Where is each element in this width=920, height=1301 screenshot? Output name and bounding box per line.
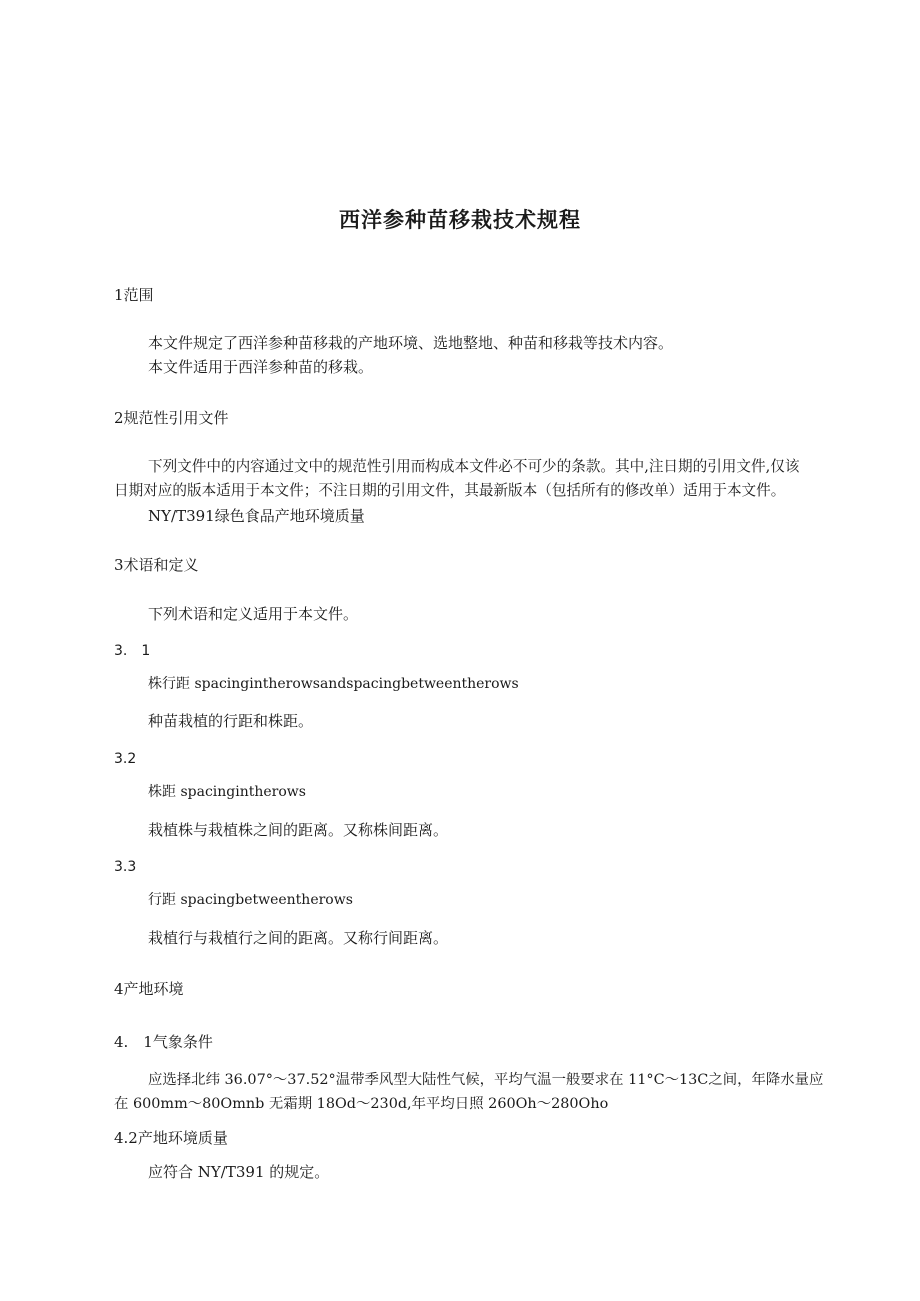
document-title: 西洋参种苗移栽技术规程 (339, 207, 581, 232)
section-3-heading: 3术语和定义 (114, 556, 199, 574)
section-4-heading: 4产地环境 (114, 980, 184, 998)
subsection-4-2-heading: 4.2产地环境质量 (114, 1129, 228, 1147)
section-2-paragraph-line-2: 日期对应的版本适用于本文件；不注日期的引用文件，其最新版本（包括所有的修改单）适用于本文件。 (114, 482, 786, 499)
section-1-paragraph-1: 本文件规定了西洋参种苗移栽的产地环境、选地整地、种苗和移栽等技术内容。 (148, 334, 674, 352)
section-2-paragraph-line-1: 下列文件中的内容通过文中的规范性引用而构成本文件必不可少的条款。其中,注日期的引用文件,仅该 (148, 458, 800, 475)
term-3-3-name: 行距 spacingbetweentherows (148, 892, 353, 908)
section-1-paragraph-2: 本文件适用于西洋参种苗的移栽。 (148, 358, 374, 376)
section-2-heading: 2规范性引用文件 (114, 409, 229, 427)
subsection-4-1-line-2: 在 600mm～80Omnb 无霜期 18Od～230d,年平均日照 260Oh～280Oho (114, 1096, 609, 1112)
term-3-3-definition: 栽植行与栽植行之间的距离。又称行间距离。 (148, 929, 449, 947)
section-1-heading: 1范围 (114, 286, 154, 304)
subsection-4-1-line-1: 应选择北纬 36.07°～37.52°温带季风型大陆性气候，平均气温一般要求在 11°C～13C之间，年降水量应 (148, 1072, 824, 1088)
section-3-intro: 下列术语和定义适用于本文件。 (148, 605, 359, 623)
term-3-1-number: 3. 1 (114, 643, 151, 659)
term-3-2-number: 3.2 (114, 751, 137, 767)
term-3-2-definition: 栽植株与栽植株之间的距离。又称株间距离。 (148, 821, 449, 839)
subsection-4-1-heading: 4. 1气象条件 (114, 1033, 213, 1051)
normative-reference-item: NY/T391绿色食品产地环境质量 (148, 507, 365, 525)
term-3-1-name: 株行距 spacingintherowsandspacingbetweentherows (148, 676, 519, 692)
term-3-1-definition: 种苗栽植的行距和株距。 (148, 712, 314, 730)
term-3-3-number: 3.3 (114, 859, 137, 875)
term-3-2-name: 株距 spacingintherows (148, 784, 306, 800)
subsection-4-2-line-1: 应符合 NY/T391 的规定。 (148, 1163, 330, 1181)
